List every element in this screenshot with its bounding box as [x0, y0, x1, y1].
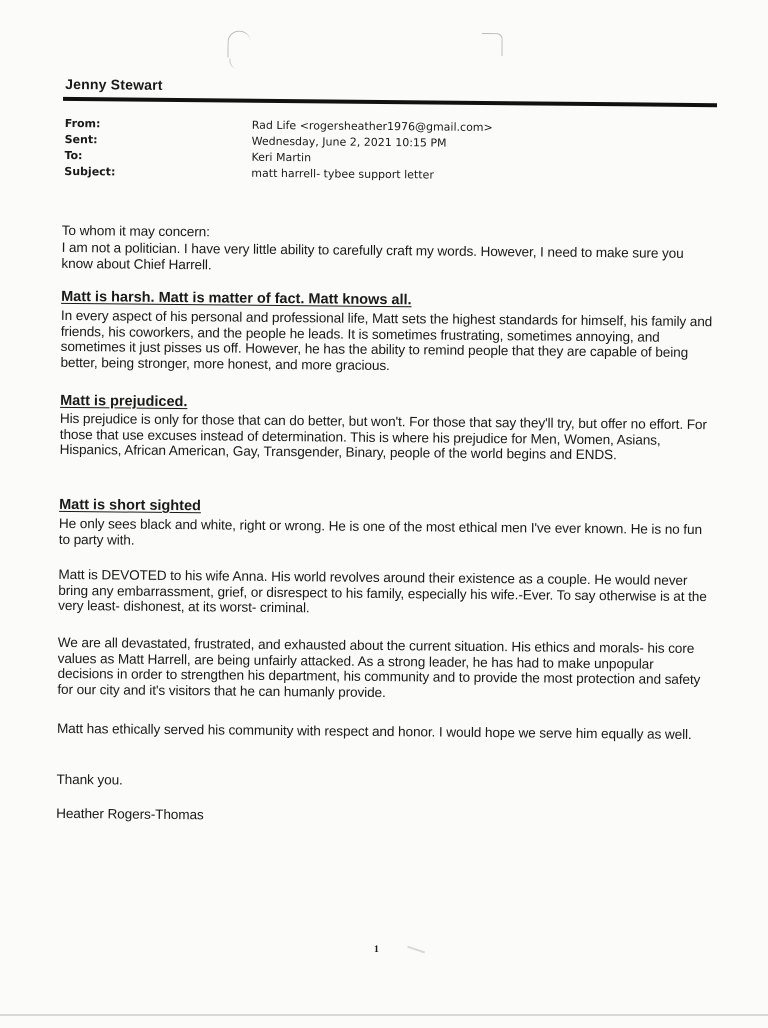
page-number: 1 — [373, 943, 379, 955]
paragraph-situation: We are all devastated, frustrated, and exhausted about the current situation. His ethics and morals- his core values as Matt Harrell, are being unfairly attacked. As a strong leader, he has had to make unpopular decisions in order to strengthen his department, his community and to provide the most protection and safety for our city and it's visitors that he can humanly provide. — [57, 634, 701, 700]
binder-hole-mark-right — [481, 33, 502, 56]
subject-label: Subject: — [64, 164, 116, 179]
sent-value: Wednesday, June 2, 2021 10:15 PM — [251, 134, 447, 150]
salutation: To whom it may concern: — [61, 222, 210, 240]
binder-hole-mark-left — [227, 31, 250, 58]
sent-label: Sent: — [64, 132, 98, 147]
from-value: Rad Life <rogersheather1976@gmail.com> — [251, 118, 493, 135]
section-text-short-sighted: He only sees black and white, right or wrong. He is one of the most ethical men I've ever known. He is no fun to party with. — [58, 515, 703, 548]
section-text-prejudiced: His prejudice is only for those that can do better, but won't. For those that say they'll try, but offer no effort. For those that use excuses instead of determination. This is where his prejudice for Men, Women, Asians, Hispanics, African American, Gay, Transgender, Binary, people of the world begins and ENDS. — [59, 410, 707, 463]
closing: Thank you. — [56, 771, 123, 788]
paragraph-served: Matt has ethically served his community with respect and honor. I would hope we serve him equally as well. — [56, 720, 692, 742]
paragraph-devoted: Matt is DEVOTED to his wife Anna. His world revolves around their existence as a couple. He would never bring any embarrassment, grief, or disrespect to his family, especially his wife.-Ever. To say otherwise is at the very least- dishonest, at its worst- criminal. — [58, 566, 707, 616]
mailbox-owner-name: Jenny Stewart — [65, 75, 163, 93]
binder-hole-mark-left-tail — [229, 59, 240, 69]
section-heading-harsh: Matt is harsh. Matt is matter of fact. Matt knows all. — [61, 288, 412, 309]
to-value: Keri Martin — [251, 150, 312, 165]
to-label: To: — [64, 148, 83, 163]
scan-smudge — [405, 946, 425, 961]
subject-value: matt harrell- tybee support letter — [251, 166, 434, 182]
intro-paragraph: I am not a politician. I have very little ability to carefully craft my words. However, I need to make sure you know about Chief Harrell. — [61, 239, 684, 272]
header-rule — [63, 97, 717, 107]
from-label: From: — [64, 116, 101, 131]
section-text-harsh: In every aspect of his personal and professional life, Matt sets the highest standards for himself, his family and friends, his coworkers, and the people he leads. It is sometimes frustrating, sometimes annoying, and sometimes it just pisses us off. However, he has the ability to remind people that they are capable of being better, being stronger, more honest, and more gracious. — [60, 307, 713, 373]
section-heading-prejudiced: Matt is prejudiced. — [60, 392, 188, 411]
signature: Heather Rogers-Thomas — [56, 805, 204, 823]
scan-bottom-edge — [0, 1014, 768, 1016]
section-heading-short-sighted: Matt is short sighted — [59, 496, 202, 515]
